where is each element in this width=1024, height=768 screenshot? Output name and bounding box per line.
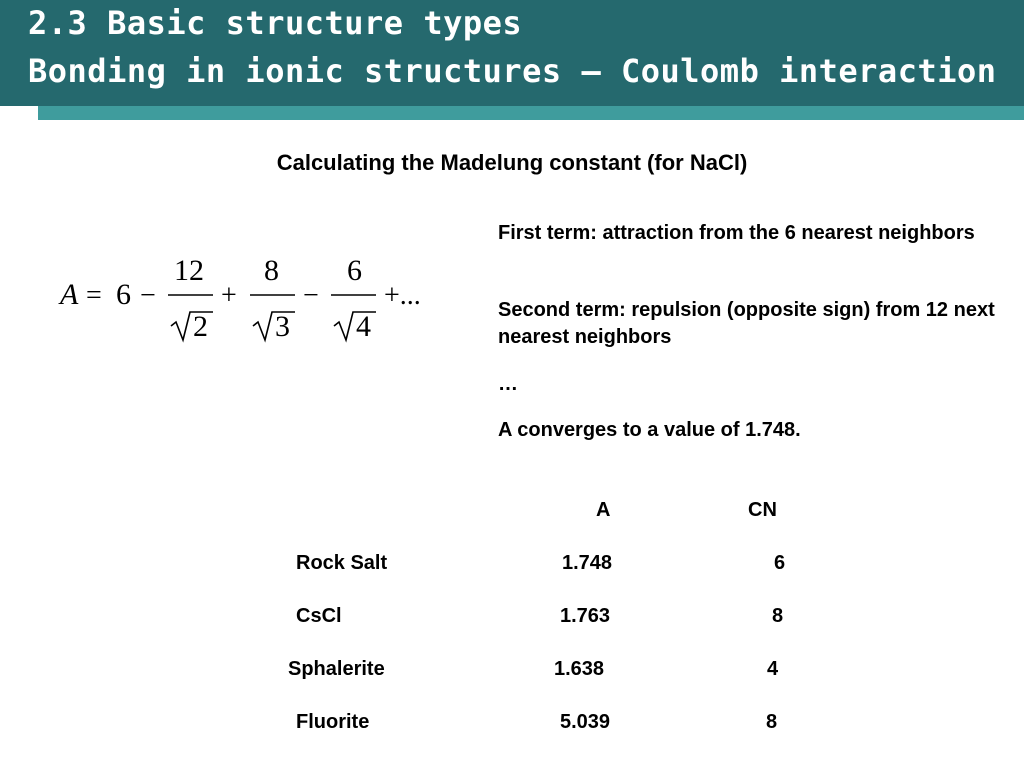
table-row-name: Sphalerite (288, 658, 385, 680)
formula-equals: = (86, 280, 102, 311)
note-second-term: Second term: repulsion (opposite sign) from 12 next nearest neighbors (498, 299, 995, 348)
note-converges: A converges to a value of 1.748. (498, 419, 801, 441)
formula-sign-3: − (303, 280, 319, 311)
table-header-cn: CN (748, 499, 777, 521)
note-first-term: First term: attraction from the 6 nearest neighbors (498, 222, 975, 244)
table-row-cn: 8 (766, 711, 778, 733)
formula-radicand-2: 3 (275, 310, 290, 343)
table-row-a: 5.039 (560, 711, 611, 733)
note-ellipsis: … (498, 373, 518, 395)
formula-tail: +... (384, 280, 421, 311)
formula-radicand-1: 2 (193, 310, 208, 343)
madelung-formula (50, 244, 470, 354)
formula-sign-2: + (221, 280, 237, 311)
header-accent-stripe (38, 106, 1024, 120)
table-header-a: A (596, 499, 611, 521)
table-row-a: 1.763 (560, 605, 611, 627)
table-row-name: Rock Salt (296, 552, 388, 574)
slide-title-line-2: Bonding in ionic structures – Coulomb interaction (28, 52, 997, 90)
formula-first: 6 (116, 278, 131, 311)
table-row-name: CsCl (296, 605, 342, 627)
table-row-cn: 8 (772, 605, 784, 627)
table-row-name: Fluorite (296, 711, 370, 733)
slide-subtitle: Calculating the Madelung constant (for NaCl) (276, 150, 748, 175)
formula-numerator-2: 8 (264, 254, 279, 287)
slide-title-line-1: 2.3 Basic structure types (28, 4, 523, 42)
table-row-cn: 6 (774, 552, 786, 574)
formula-lhs: A (60, 278, 79, 311)
table-row-a: 1.748 (562, 552, 613, 574)
table-row-cn: 4 (767, 658, 779, 680)
formula-numerator-3: 6 (347, 254, 362, 287)
formula-numerator-1: 12 (174, 254, 204, 287)
formula-radicand-3: 4 (356, 310, 371, 343)
table-row-a: 1.638 (554, 658, 605, 680)
formula-sign-1: − (140, 280, 156, 311)
